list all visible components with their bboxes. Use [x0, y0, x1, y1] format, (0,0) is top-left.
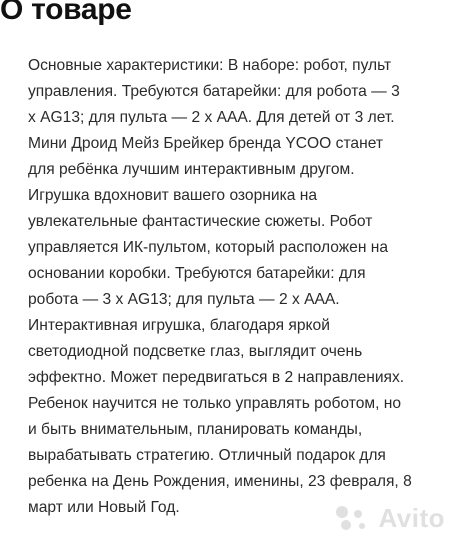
description-line: и быть внимательным, планировать команды, [28, 421, 363, 438]
description-line: х AG13; для пульта — 2 х ААА. Для детей от 3 лет. [28, 109, 395, 126]
avito-watermark [332, 504, 445, 532]
description-line: увлекательные фантастические сюжеты. Робот [28, 213, 373, 230]
description-line: эффектно. Может передвигаться в 2 направлениях. [28, 369, 405, 386]
description-line: светодиодной подсветке глаз, выглядит очень [28, 343, 363, 360]
description-line: Мини Дроид Мейз Брейкер бренда YCOO станет [28, 135, 383, 152]
description-line: управляется ИК-пультом, который расположен на [28, 239, 389, 256]
description-line: март или Новый Год. [28, 499, 180, 516]
watermark-text: Avito [378, 503, 445, 533]
description-line: ребенка на День Рождения, именины, 23 февраля, 8 [28, 473, 412, 490]
description-line: Игрушка вдохновит вашего озорника на [28, 187, 318, 204]
description-line: управления. Требуются батарейки: для робота — 3 [28, 83, 400, 100]
description-line: основании коробки. Требуются батарейки: для [28, 265, 366, 282]
description-line: Интерактивная игрушка, благодаря яркой [28, 317, 330, 334]
description-line: для ребёнка лучшим интерактивным другом. [28, 161, 355, 178]
description-line: робота — 3 х AG13; для пульта — 2 х ААА. [28, 291, 340, 308]
description-line: Основные характеристики: В наборе: робот, пульт [28, 57, 392, 74]
description-line: Ребенок научится не только управлять роботом, но [28, 395, 402, 412]
product-description [28, 53, 452, 521]
description-line: вырабатывать стратегию. Отличный подарок для [28, 447, 386, 464]
section-title: О товаре [0, 0, 132, 26]
avito-logo-icon [332, 504, 372, 532]
